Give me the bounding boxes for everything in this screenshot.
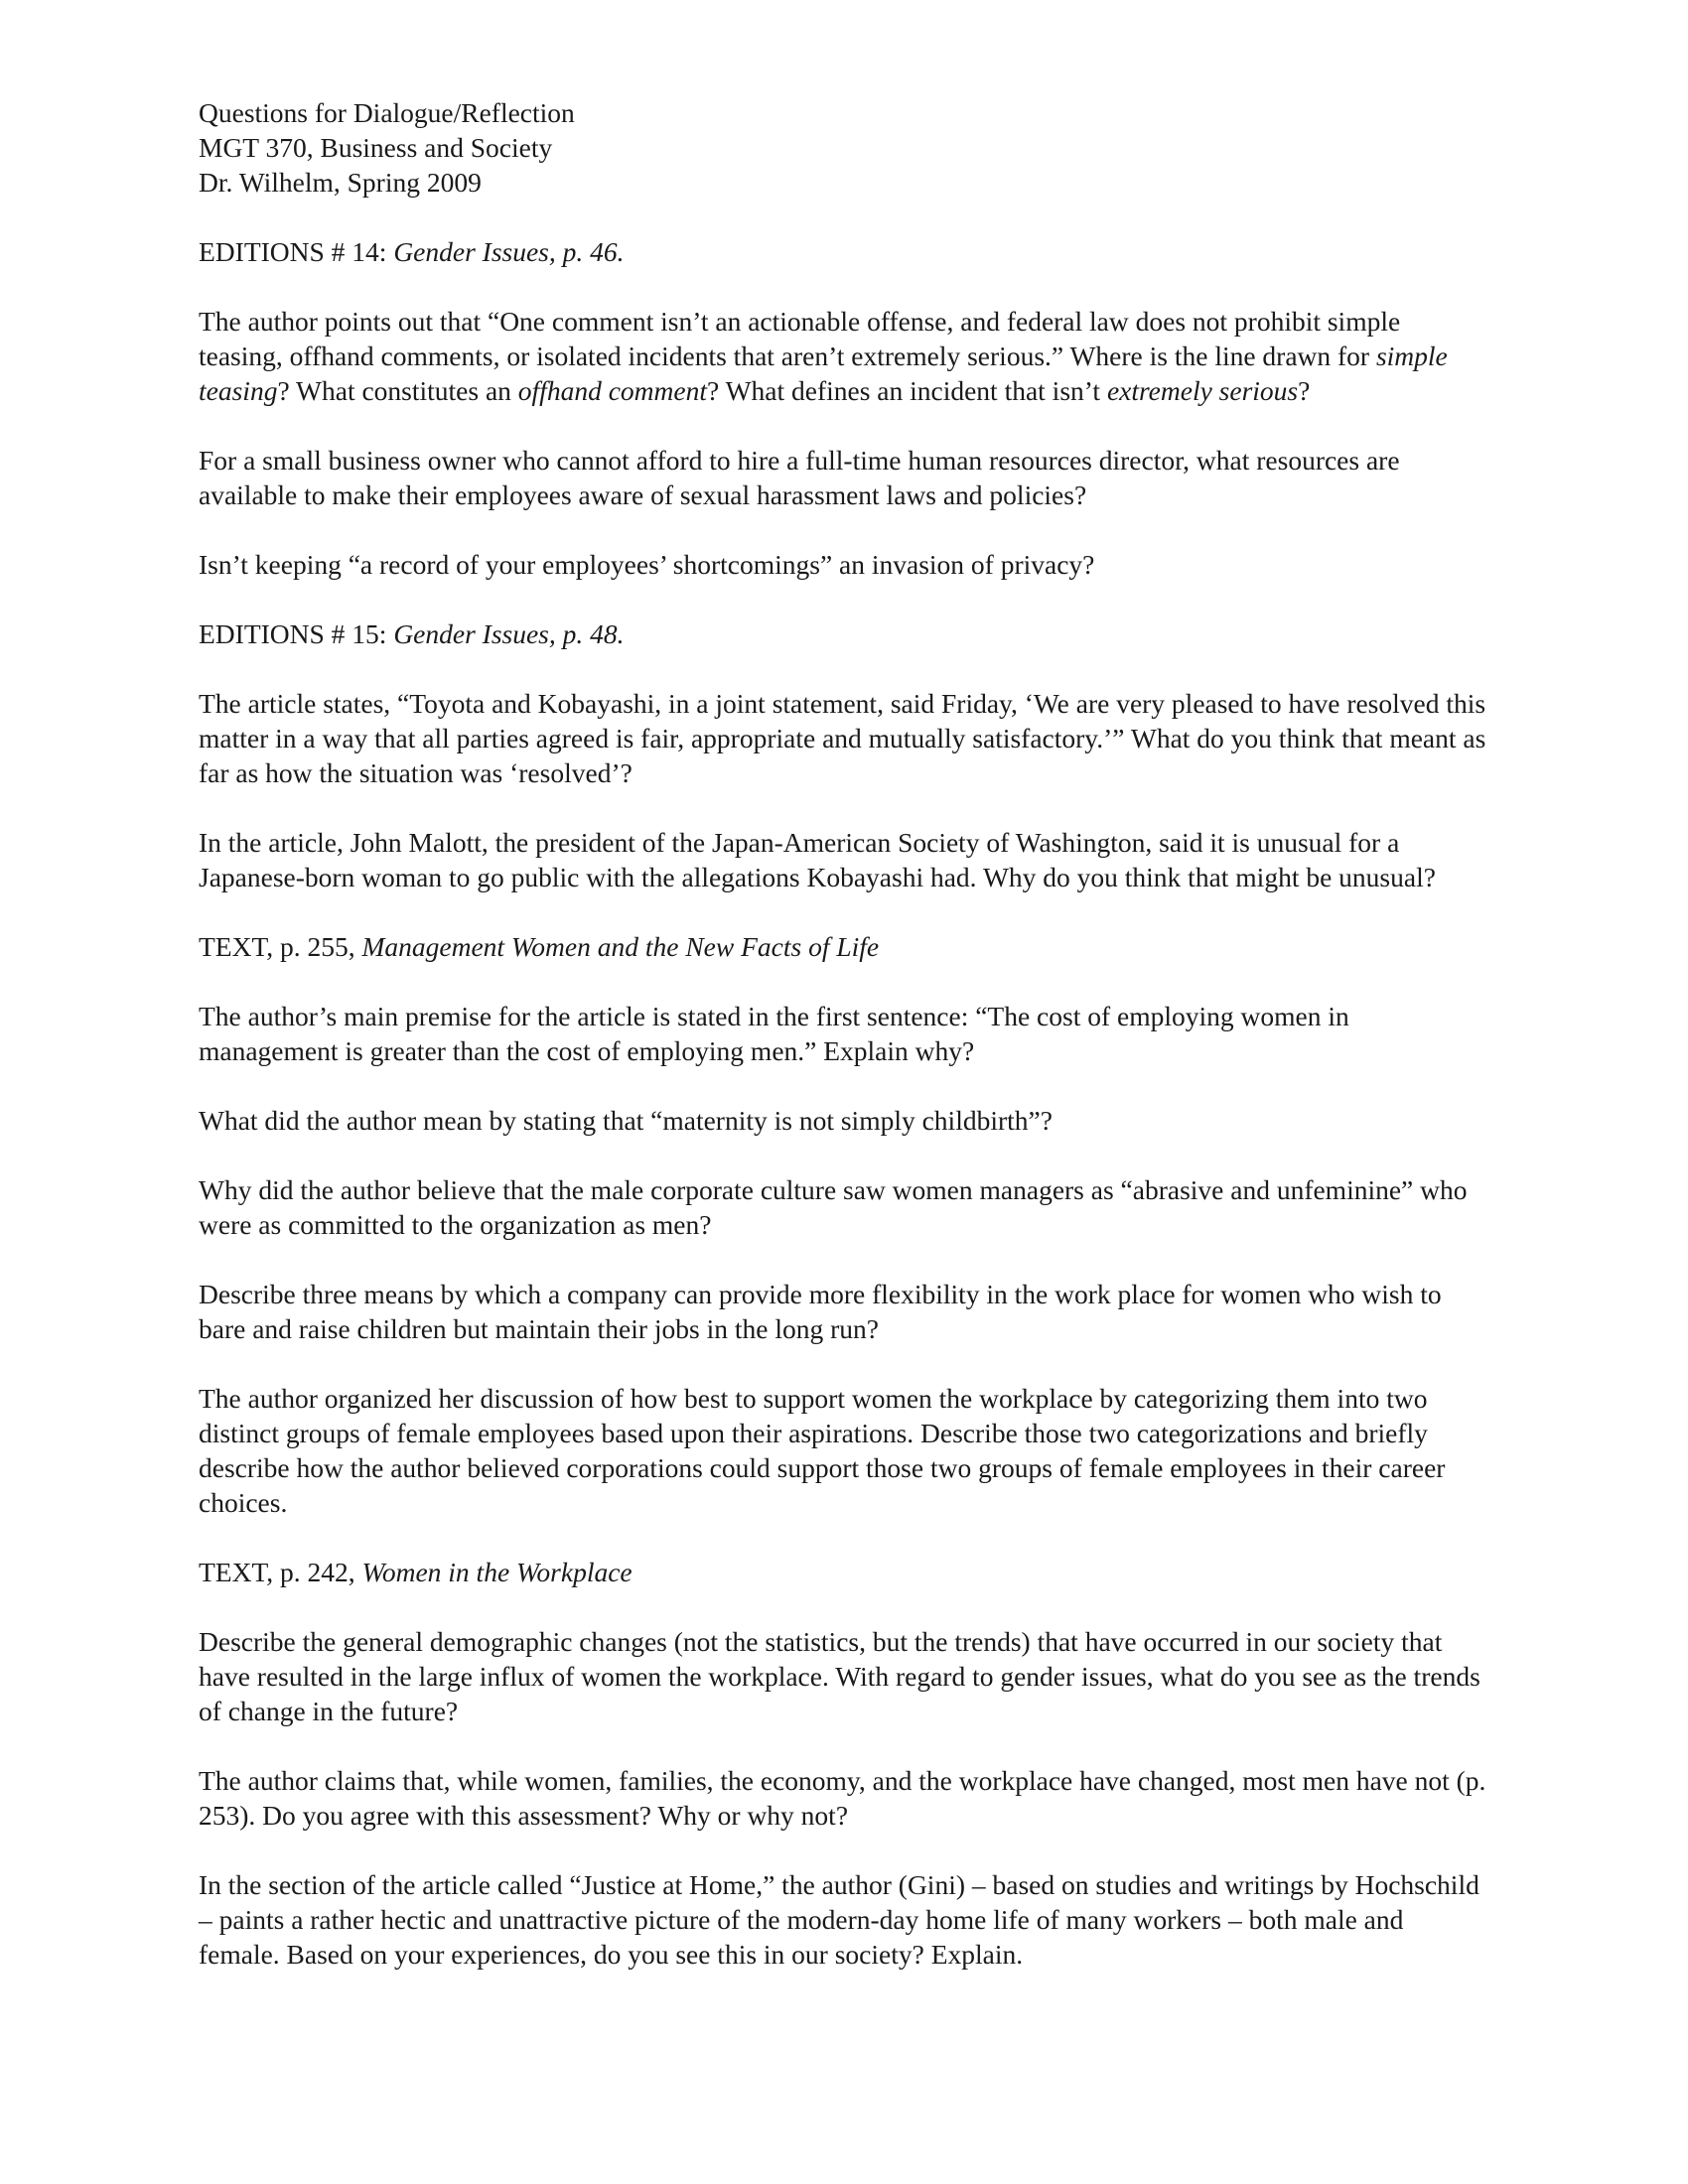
question-text: Describe the general demographic changes (not the statistics, but the trends) that have occurred in our society that have resulted in the large influx of women the workplace. With regard to gender issues, what do you see as the trends of change in the future? <box>199 1626 1480 1726</box>
question-text: In the article, John Malott, the president of the Japan-American Society of Washington, said it is unusual for a Japanese-born woman to go public with the allegations Kobayashi had. Why do you think that might be unusual? <box>199 827 1436 892</box>
section-heading-title: Management Women and the New Facts of Life <box>361 931 880 962</box>
question-paragraph <box>199 1381 1489 1520</box>
question-paragraph <box>199 825 1489 894</box>
question-text: The author claims that, while women, families, the economy, and the workplace have changed, most men have not (p. 253). Do you agree with this assessment? Why or why not? <box>199 1765 1486 1831</box>
question-paragraph <box>199 999 1489 1068</box>
section-heading-source: EDITIONS # 15: <box>199 618 394 649</box>
section-heading-source: TEXT, p. 255, <box>199 931 362 962</box>
question-paragraph <box>199 1103 1489 1138</box>
question-paragraph <box>199 1763 1489 1833</box>
document-page <box>199 95 1489 2006</box>
question-text: Describe three means by which a company can provide more flexibility in the work place for women who wish to bare and raise children but maintain their jobs in the long run? <box>199 1279 1442 1344</box>
question-paragraph <box>199 1277 1489 1346</box>
section-heading-title: Gender Issues, p. 46. <box>393 236 625 267</box>
header-instructor: Dr. Wilhelm, Spring 2009 <box>199 167 482 198</box>
question-text: In the section of the article called “Justice at Home,” the author (Gini) – based on studies and writings by Hochschild – paints a rather hectic and unattractive picture of the modern-day home life of many workers – both male and female. Based on your experiences, do you see this in our society? Explain. <box>199 1869 1479 1970</box>
question-text: For a small business owner who cannot afford to hire a full-time human resources director, what resources are available to make their employees aware of sexual harassment laws and policies? <box>199 445 1400 510</box>
section-heading <box>199 929 1489 964</box>
section-heading-source: EDITIONS # 14: <box>199 236 394 267</box>
header-title: Questions for Dialogue/Reflection <box>199 97 575 128</box>
section-heading-title: Women in the Workplace <box>361 1557 633 1587</box>
question-text: ? What defines an incident that isn’t <box>706 375 1107 406</box>
question-paragraph <box>199 1624 1489 1728</box>
question-text: Isn’t keeping “a record of your employees’ shortcomings” an invasion of privacy? <box>199 549 1095 580</box>
section-heading-title: Gender Issues, p. 48. <box>393 618 625 649</box>
question-emphasis: extremely serious <box>1106 375 1299 406</box>
header-course: MGT 370, Business and Society <box>199 132 553 163</box>
question-text: ? <box>1298 375 1311 406</box>
question-text: The author’s main premise for the article is stated in the first sentence: “The cost of employing women in management is greater than the cost of employing men.” Explain why? <box>199 1001 1349 1066</box>
question-paragraph <box>199 1867 1489 1972</box>
question-text: What did the author mean by stating that “maternity is not simply childbirth”? <box>199 1105 1053 1136</box>
question-text: The article states, “Toyota and Kobayashi, in a joint statement, said Friday, ‘We are very pleased to have resolved this matter in a way that all parties agreed is fair, appropriate and mutually satisfactory.’” What do you think that meant as far as how the situation was ‘resolved’? <box>199 688 1486 788</box>
question-emphasis: offhand comment <box>517 375 707 406</box>
question-text: The author points out that “One comment isn’t an actionable offense, and federal law does not prohibit simple teasing, offhand comments, or isolated incidents that aren’t extremely serious.” Where is the line drawn for <box>199 306 1401 371</box>
question-paragraph <box>199 547 1489 582</box>
question-paragraph <box>199 304 1489 408</box>
question-emphasis: simple teasing <box>199 341 1448 406</box>
question-paragraph <box>199 686 1489 790</box>
question-paragraph <box>199 443 1489 512</box>
section-heading <box>199 1555 1489 1589</box>
sections-container <box>199 234 1489 1972</box>
question-text: The author organized her discussion of how best to support women the workplace by categorizing them into two distinct groups of female employees based upon their aspirations. Describe those two categorizations and briefly describe how the author believed corporations could support those two groups of female employees in their career choices. <box>199 1383 1446 1518</box>
section-heading <box>199 616 1489 651</box>
document-header <box>199 95 1489 200</box>
section-heading-source: TEXT, p. 242, <box>199 1557 362 1587</box>
question-text: ? What constitutes an <box>277 375 518 406</box>
question-text: Why did the author believe that the male corporate culture saw women managers as “abrasive and unfeminine” who were as committed to the organization as men? <box>199 1174 1468 1240</box>
question-paragraph <box>199 1172 1489 1242</box>
section-heading <box>199 234 1489 269</box>
